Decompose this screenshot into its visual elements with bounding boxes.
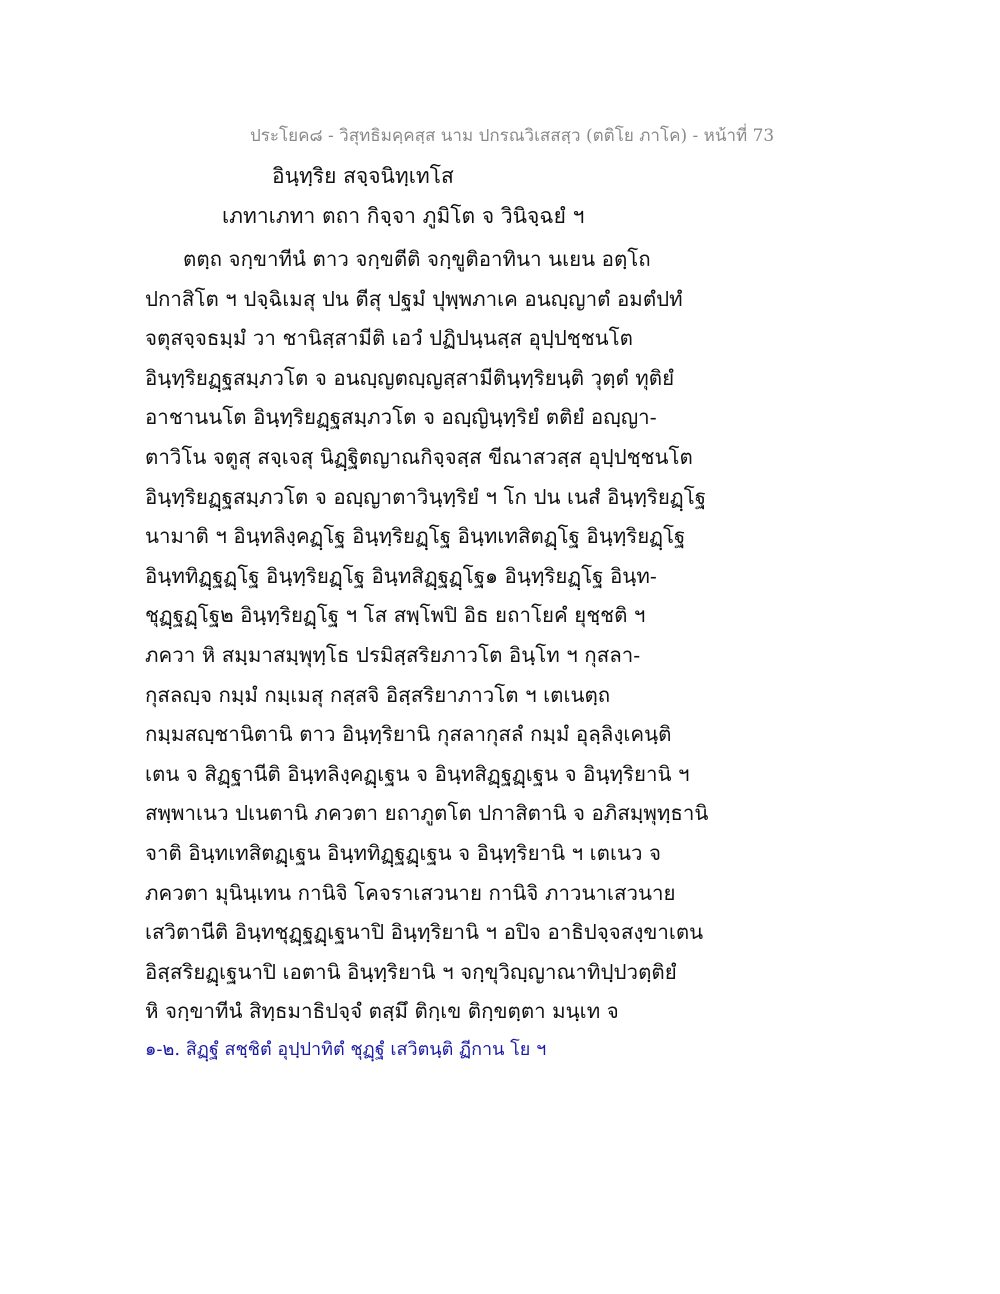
text-line: สพฺพาเนว ปเนตานิ ภควตา ยถาภูตโต ปกาสิตานิ จ อภิสมฺพุทฺธานิ bbox=[145, 801, 709, 826]
text-line: เสวิตานีติ อินฺทชุฏฺฐฏฺเฐนาปิ อินฺทฺริยานิ ฯ อปิจ อาธิปจฺจสงฺขาเตน bbox=[145, 920, 704, 945]
text-line: หิ จกฺขาทีนํ สิทฺธมาธิปจฺจํ ตสฺมึ ติกฺเข ติกฺขตฺตา มนฺเท จ bbox=[145, 999, 619, 1024]
footnote: ๑-๒. สิฏฺฐํ สชฺชิตํ อุปฺปาทิตํ ชุฏฺฐํ เสวิตนฺติ ฏีกาน โย ฯ bbox=[145, 1039, 547, 1060]
body-text bbox=[145, 240, 709, 1032]
text-line: อิสฺสริยฏฺเฐนาปิ เอตานิ อินฺทฺริยานิ ฯ จกฺขุวิญฺญาณาทิปฺปวตฺติยํ bbox=[145, 959, 677, 984]
text-line: ปกาสิโต ฯ ปจฺฉิเมสุ ปน ตีสุ ปฐมํ ปุพฺพภาเค อนญฺญาตํ อมตํปทํ bbox=[145, 286, 683, 311]
text-line: อาชานนโต อินฺทฺริยฏฺฐสมฺภวโต จ อญฺญินฺทฺริยํ ตติยํ อญฺญา- bbox=[145, 405, 657, 430]
text-line: กมฺมสญฺชานิตานิ ตาว อินฺทฺริยานิ กุสลากุสลํ กมฺมํ อุลฺลิงฺเคนฺติ bbox=[145, 722, 672, 747]
text-line: ตตฺถ จกฺขาทีนํ ตาว จกฺขตีติ จกฺขูติอาทินา นเยน อตฺโถ bbox=[183, 247, 651, 271]
text-line: เตน จ สิฏฺฐานีติ อินฺทลิงฺคฏฺเฐน จ อินฺทสิฏฺฐฏฺเฐน จ อินฺทฺริยานิ ฯ bbox=[145, 761, 690, 786]
text-line: อินฺทฺริยฏฺฐสมฺภวโต จ อนญฺญตญฺญสฺสามีตินฺทฺริยนฺติ วุตฺตํ ทุติยํ bbox=[145, 365, 675, 390]
text-line: อินฺททิฏฺฐฏฺโฐ อินฺทฺริยฏฺโฐ อินฺทสิฏฺฐฏฺโฐ๑ อินฺทฺริยฏฺโฐ อินฺท- bbox=[145, 563, 657, 588]
text-line: ภควา หิ สมฺมาสมฺพุทฺโธ ปรมิสฺสริยภาวโต อินฺโท ฯ กุสลา- bbox=[145, 642, 641, 667]
text-line: จาติ อินฺทเทสิตฏฺเฐน อินฺททิฏฺฐฏฺเฐน จ อินฺทฺริยานิ ฯ เตเนว จ bbox=[145, 840, 662, 865]
text-line: ตาวิโน จตูสุ สจฺเจสุ นิฏฺฐิตญาณกิจฺจสฺส ขีณาสวสฺส อุปฺปชฺชนโต bbox=[145, 444, 693, 469]
text-line: จตุสจฺจธมฺมํ วา ชานิสฺสามีติ เอวํ ปฏิปนฺนสฺส อุปฺปชฺชนโต bbox=[145, 326, 633, 351]
text-line: กุสลญฺจ กมฺมํ กมฺเมสุ กสฺสจิ อิสฺสริยาภาวโต ฯ เตเนตฺถ bbox=[145, 682, 611, 707]
page-header: ประโยค๘ - วิสุทธิมคฺคสฺส นาม ปกรณวิเสสสฺว (ตติโย ภาโค) - หน้าที่ 73 bbox=[250, 126, 775, 146]
text-line: ชุฏฺฐฏฺโฐ๒ อินฺทฺริยฏฺโฐ ฯ โส สพฺโพปิ อิธ ยถาโยคํ ยุชฺชติ ฯ bbox=[145, 603, 646, 628]
section-verse: เภทาเภทา ตถา กิจฺจา ภูมิโต จ วินิจฺฉยํ ฯ bbox=[222, 204, 585, 228]
section-title: อินฺทฺริย สจฺจนิทฺเทโส bbox=[272, 164, 454, 188]
text-line: นามาติ ฯ อินฺทลิงฺคฏฺโฐ อินฺทฺริยฏฺโฐ อินฺทเทสิตฏฺโฐ อินฺทฺริยฏฺโฐ bbox=[145, 524, 686, 549]
text-line: ภควตา มุนินฺเทน กานิจิ โคจราเสวนาย กานิจิ ภาวนาเสวนาย bbox=[145, 880, 676, 905]
text-line: อินฺทฺริยฏฺฐสมฺภวโต จ อญฺญาตาวินฺทฺริยํ ฯ โก ปน เนสํ อินฺทฺริยฏฺโฐ bbox=[145, 484, 707, 509]
